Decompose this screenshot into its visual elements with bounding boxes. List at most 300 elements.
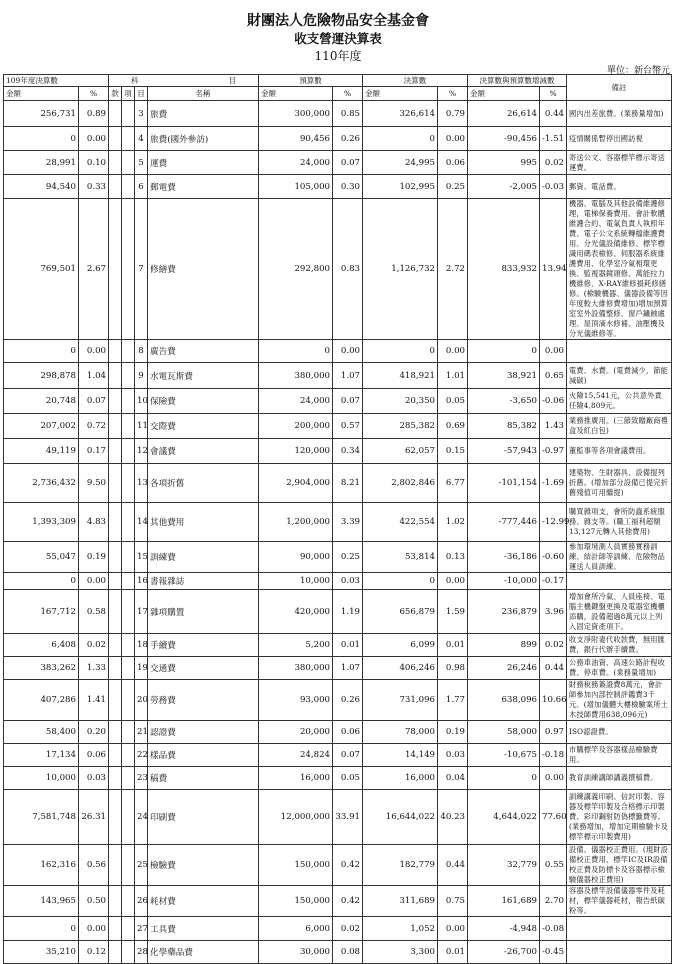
budget-pct: 0.83 <box>333 199 363 340</box>
remark-cell: 寄送公文、容器標竿標示寄送運費。 <box>567 151 672 175</box>
remark-cell <box>567 941 672 964</box>
prev-amount: 58,400 <box>4 721 79 744</box>
budget-pct: 0.42 <box>333 845 363 886</box>
item-number: 11 <box>135 414 148 439</box>
xiang-cell <box>122 917 135 941</box>
item-name: 印刷費 <box>148 790 259 845</box>
budget-pct: 0.06 <box>333 721 363 744</box>
budget-pct: 1.19 <box>333 590 363 634</box>
xiang-cell <box>122 886 135 917</box>
diff-amount: 833,932 <box>468 199 540 340</box>
budget-pct: 0.07 <box>333 389 363 414</box>
prev-amount: 298,878 <box>4 363 79 389</box>
item-number: 13 <box>135 464 148 503</box>
diff-amount: -777,446 <box>468 503 540 542</box>
budget-pct: 0.85 <box>333 101 363 127</box>
budget-amount: 300,000 <box>259 101 333 127</box>
diff-amount: 638,096 <box>468 680 540 721</box>
prev-amount: 35,210 <box>4 941 79 964</box>
prev-amount: 2,736,432 <box>4 464 79 503</box>
actual-amount: 0 <box>363 127 438 151</box>
item-name: 稿費 <box>148 767 259 790</box>
prev-amount: 6,408 <box>4 634 79 657</box>
prev-pct: 0.33 <box>79 175 109 199</box>
budget-amount: 380,000 <box>259 657 333 680</box>
kuan-cell <box>109 657 122 680</box>
budget-amount: 200,000 <box>259 414 333 439</box>
diff-amount: 4,644,022 <box>468 790 540 845</box>
xiang-cell <box>122 127 135 151</box>
item-name: 交際費 <box>148 414 259 439</box>
prev-pct: 1.41 <box>79 680 109 721</box>
prev-pct: 1.33 <box>79 657 109 680</box>
item-name: 其他費用 <box>148 503 259 542</box>
actual-amount: 78,000 <box>363 721 438 744</box>
xiang-cell <box>122 101 135 127</box>
table-row <box>4 542 672 573</box>
kuan-cell <box>109 542 122 573</box>
diff-pct: 0.55 <box>540 845 567 886</box>
xiang-cell <box>122 363 135 389</box>
budget-pct: 0.26 <box>333 680 363 721</box>
actual-amount: 0 <box>363 573 438 590</box>
budget-pct: 0.01 <box>333 634 363 657</box>
budget-pct: 0.07 <box>333 744 363 767</box>
prev-amount: 49,119 <box>4 439 79 464</box>
actual-amount: 1,052 <box>363 917 438 941</box>
item-name: 各項折舊 <box>148 464 259 503</box>
item-name: 認證費 <box>148 721 259 744</box>
budget-amount: 5,200 <box>259 634 333 657</box>
budget-pct: 0.07 <box>333 151 363 175</box>
item-name: 運費 <box>148 151 259 175</box>
actual-pct: 1.01 <box>438 363 468 389</box>
remark-cell: 業務推廣用。(三節致贈廠商禮盒及紅白包) <box>567 414 672 439</box>
table-row <box>4 573 672 590</box>
budget-amount: 93,000 <box>259 680 333 721</box>
remark-cell: 董監事等各項會議費用。 <box>567 439 672 464</box>
table-row <box>4 744 672 767</box>
xiang-cell <box>122 634 135 657</box>
prev-pct: 0.10 <box>79 151 109 175</box>
budget-pct: 0.08 <box>333 941 363 964</box>
kuan-cell <box>109 845 122 886</box>
item-number: 16 <box>135 573 148 590</box>
table-row <box>4 175 672 199</box>
budget-amount: 150,000 <box>259 886 333 917</box>
actual-amount: 20,350 <box>363 389 438 414</box>
xiang-cell <box>122 941 135 964</box>
diff-pct: -0.17 <box>540 573 567 590</box>
table-row <box>4 590 672 634</box>
actual-amount: 182,779 <box>363 845 438 886</box>
actual-amount: 102,995 <box>363 175 438 199</box>
xiang-cell <box>122 657 135 680</box>
item-number: 8 <box>135 340 148 363</box>
diff-pct: 0.44 <box>540 101 567 127</box>
actual-pct: 2.72 <box>438 199 468 340</box>
diff-amount: -101,154 <box>468 464 540 503</box>
table-body <box>4 101 672 964</box>
prev-amount: 0 <box>4 573 79 590</box>
prev-amount: 1,393,309 <box>4 503 79 542</box>
actual-amount: 16,000 <box>363 767 438 790</box>
remark-cell: 訓練講義印刷、信封印製、容器及標竿印製及合格標示印製費、彩印鋼射防偽標籤費等。(業務增加，增加定期檢驗卡及標竿標示印製費用) <box>567 790 672 845</box>
prev-pct: 0.56 <box>79 845 109 886</box>
table-row <box>4 941 672 964</box>
diff-amount: 38,921 <box>468 363 540 389</box>
col-pct: % <box>79 87 109 101</box>
diff-amount: 26,246 <box>468 657 540 680</box>
diff-pct: 0.44 <box>540 657 567 680</box>
prev-pct: 0.07 <box>79 389 109 414</box>
diff-amount: 26,614 <box>468 101 540 127</box>
remark-cell: 電費、水費。(電費減少，節能減碳) <box>567 363 672 389</box>
item-number: 21 <box>135 721 148 744</box>
budget-pct: 0.42 <box>333 886 363 917</box>
table-row <box>4 917 672 941</box>
kuan-cell <box>109 744 122 767</box>
kuan-cell <box>109 389 122 414</box>
table-row <box>4 464 672 503</box>
xiang-cell <box>122 790 135 845</box>
prev-pct: 26.31 <box>79 790 109 845</box>
item-number: 27 <box>135 917 148 941</box>
remark-cell: 郵資、電話費。 <box>567 175 672 199</box>
col-amount: 金額 <box>363 87 438 101</box>
budget-pct: 1.07 <box>333 363 363 389</box>
actual-pct: 1.02 <box>438 503 468 542</box>
remark-cell: 收支淨附妻代收款費，無用匯費，銀行代辦手續費。 <box>567 634 672 657</box>
item-name: 雜項購置 <box>148 590 259 634</box>
actual-pct: 0.69 <box>438 414 468 439</box>
kuan-cell <box>109 790 122 845</box>
budget-amount: 24,000 <box>259 389 333 414</box>
org-title: 財團法人危險物品安全基金會 <box>247 13 429 29</box>
actual-header: 決算數 <box>363 75 468 87</box>
actual-pct: 0.13 <box>438 542 468 573</box>
actual-pct: 0.01 <box>438 634 468 657</box>
item-number: 22 <box>135 744 148 767</box>
remark-cell <box>567 573 672 590</box>
prev-pct: 0.00 <box>79 340 109 363</box>
prev-amount: 94,540 <box>4 175 79 199</box>
xiang-cell <box>122 680 135 721</box>
col-amount: 金額 <box>4 87 79 101</box>
diff-pct: -0.03 <box>540 175 567 199</box>
budget-pct: 33.91 <box>333 790 363 845</box>
table-row <box>4 680 672 721</box>
actual-amount: 1,126,732 <box>363 199 438 340</box>
actual-amount: 285,382 <box>363 414 438 439</box>
budget-amount: 16,000 <box>259 767 333 790</box>
diff-header: 決算數與預算數增減數 <box>468 75 567 87</box>
budget-amount: 90,000 <box>259 542 333 573</box>
actual-amount: 0 <box>363 340 438 363</box>
table-row <box>4 199 672 340</box>
diff-amount: -90,456 <box>468 127 540 151</box>
kuan-cell <box>109 573 122 590</box>
col-pct: % <box>540 87 567 101</box>
table-row <box>4 363 672 389</box>
table-row <box>4 503 672 542</box>
kuan-cell <box>109 439 122 464</box>
item-name: 交通費 <box>148 657 259 680</box>
diff-amount: 995 <box>468 151 540 175</box>
xiang-cell <box>122 340 135 363</box>
budget-amount: 150,000 <box>259 845 333 886</box>
budget-amount: 120,000 <box>259 439 333 464</box>
prev-pct: 2.67 <box>79 199 109 340</box>
prev-year-header: 109年度決算數 <box>4 75 109 87</box>
actual-pct: 0.25 <box>438 175 468 199</box>
actual-amount: 731,096 <box>363 680 438 721</box>
table-row <box>4 101 672 127</box>
xiang-cell <box>122 503 135 542</box>
diff-amount: -10,000 <box>468 573 540 590</box>
diff-pct: 0.00 <box>540 767 567 790</box>
budget-amount: 105,000 <box>259 175 333 199</box>
diff-pct: 2.70 <box>540 886 567 917</box>
prev-amount: 167,712 <box>4 590 79 634</box>
item-name: 水電瓦斯費 <box>148 363 259 389</box>
xiang-cell <box>122 389 135 414</box>
kuan-cell <box>109 941 122 964</box>
diff-amount: 85,382 <box>468 414 540 439</box>
actual-pct: 0.19 <box>438 721 468 744</box>
item-number: 23 <box>135 767 148 790</box>
diff-amount: -4,948 <box>468 917 540 941</box>
diff-pct: -0.08 <box>540 917 567 941</box>
kuan-cell <box>109 101 122 127</box>
actual-amount: 418,921 <box>363 363 438 389</box>
remark-cell: 容器及標竿設備儀器零件及耗材，標竿儀器耗材，報告紙碳粉等。 <box>567 886 672 917</box>
table-row <box>4 389 672 414</box>
prev-amount: 143,965 <box>4 886 79 917</box>
diff-amount: -3,650 <box>468 389 540 414</box>
budget-amount: 24,824 <box>259 744 333 767</box>
remark-cell: 市購標竿及容器樣品檢驗費用。 <box>567 744 672 767</box>
item-name: 訓練費 <box>148 542 259 573</box>
prev-pct: 0.12 <box>79 941 109 964</box>
remark-cell: 財務稅務簽證費8萬元，會計師參加內部控制評鑑費3千元。(增加儀體大樓檢驗案所土木技師費用638,096元) <box>567 680 672 721</box>
actual-pct: 0.44 <box>438 845 468 886</box>
budget-pct: 0.26 <box>333 127 363 151</box>
diff-pct: 3.96 <box>540 590 567 634</box>
item-number: 5 <box>135 151 148 175</box>
kuan-cell <box>109 127 122 151</box>
item-name: 工具費 <box>148 917 259 941</box>
remark-cell: 參加環境測人員實務實務訓練、結計師等訓練、危險物品運送人員訓練。 <box>567 542 672 573</box>
kuan-cell <box>109 199 122 340</box>
prev-amount: 769,501 <box>4 199 79 340</box>
remark-cell: 機器、電腦及其他設備維護修理，電梯保養費用、會計軟體維護合約、電氣負責人執照年費、電子公文系統轉檔維護費用、分光儀設備維修、標竿標識用碼表檢修、伺服器系統維護費用、化學室冷氣相環更換、監視器鏡頭修、萬能拉力機維修、X-RAY維修損耗修繕修。(檢驗機器、儀器設備等因年度較大維修費增加)增加預算室室外設備整修、窗戶鏽蝕處理、屋頂滴水修補、油壓機及分光儀維修等。 <box>567 199 672 340</box>
diff-pct: 13.94 <box>540 199 567 340</box>
item-name: 修繕費 <box>148 199 259 340</box>
actual-pct: 0.79 <box>438 101 468 127</box>
diff-amount: -36,186 <box>468 542 540 573</box>
diff-amount: -10,675 <box>468 744 540 767</box>
item-number: 25 <box>135 845 148 886</box>
actual-pct: 0.01 <box>438 941 468 964</box>
item-number: 26 <box>135 886 148 917</box>
diff-pct: 10.66 <box>540 680 567 721</box>
prev-amount: 10,000 <box>4 767 79 790</box>
remark-cell: 購買雜項支，會所防蟲系統服務、雜支等。(職工福利超額13,127元轉入其他費用) <box>567 503 672 542</box>
actual-pct: 6.77 <box>438 464 468 503</box>
kuan-cell <box>109 917 122 941</box>
actual-amount: 3,300 <box>363 941 438 964</box>
xiang-cell <box>122 439 135 464</box>
col-kuan: 款 <box>109 87 122 101</box>
item-name: 保險費 <box>148 389 259 414</box>
table-row <box>4 886 672 917</box>
remark-cell <box>567 917 672 941</box>
table-row <box>4 845 672 886</box>
xiang-cell <box>122 414 135 439</box>
budget-pct: 0.00 <box>333 340 363 363</box>
item-number: 20 <box>135 680 148 721</box>
item-number: 28 <box>135 941 148 964</box>
prev-amount: 0 <box>4 127 79 151</box>
actual-pct: 0.15 <box>438 439 468 464</box>
diff-amount: 161,689 <box>468 886 540 917</box>
budget-header: 預算數 <box>259 75 363 87</box>
budget-pct: 1.07 <box>333 657 363 680</box>
actual-amount: 2,802,846 <box>363 464 438 503</box>
budget-pct: 3.39 <box>333 503 363 542</box>
actual-amount: 422,554 <box>363 503 438 542</box>
prev-amount: 17,134 <box>4 744 79 767</box>
item-number: 4 <box>135 127 148 151</box>
col-name: 名稱 <box>148 87 259 101</box>
item-number: 3 <box>135 101 148 127</box>
diff-amount: -26,700 <box>468 941 540 964</box>
budget-amount: 292,800 <box>259 199 333 340</box>
table-row <box>4 340 672 363</box>
diff-amount: 32,779 <box>468 845 540 886</box>
budget-amount: 380,000 <box>259 363 333 389</box>
report-subtitle: 收支營運決算表 <box>294 31 382 46</box>
budget-amount: 20,000 <box>259 721 333 744</box>
item-name: 廣告費 <box>148 340 259 363</box>
actual-pct: 0.04 <box>438 767 468 790</box>
prev-amount: 256,731 <box>4 101 79 127</box>
diff-pct: 0.97 <box>540 721 567 744</box>
prev-pct: 0.02 <box>79 634 109 657</box>
item-name: 郵電費 <box>148 175 259 199</box>
kuan-cell <box>109 634 122 657</box>
item-name: 旅費(國外參訪) <box>148 127 259 151</box>
item-name: 樣品費 <box>148 744 259 767</box>
prev-amount: 20,748 <box>4 389 79 414</box>
kuan-cell <box>109 363 122 389</box>
remark-cell <box>567 340 672 363</box>
col-amount: 金額 <box>259 87 333 101</box>
budget-pct: 0.30 <box>333 175 363 199</box>
item-name: 耗材費 <box>148 886 259 917</box>
prev-pct: 1.04 <box>79 363 109 389</box>
budget-amount: 2,904,000 <box>259 464 333 503</box>
kuan-cell <box>109 886 122 917</box>
budget-amount: 1,200,000 <box>259 503 333 542</box>
xiang-cell <box>122 590 135 634</box>
prev-amount: 0 <box>4 917 79 941</box>
xiang-cell <box>122 151 135 175</box>
actual-amount: 656,879 <box>363 590 438 634</box>
currency-unit: 單位：新台幣元 <box>606 66 670 76</box>
actual-amount: 16,644,022 <box>363 790 438 845</box>
budget-amount: 30,000 <box>259 941 333 964</box>
diff-amount: 0 <box>468 340 540 363</box>
item-number: 15 <box>135 542 148 573</box>
diff-pct: 77.60 <box>540 790 567 845</box>
subject-header: 科 目 <box>109 75 259 87</box>
kuan-cell <box>109 590 122 634</box>
item-number: 6 <box>135 175 148 199</box>
kuan-cell <box>109 340 122 363</box>
diff-amount: 899 <box>468 634 540 657</box>
xiang-cell <box>122 464 135 503</box>
item-number: 10 <box>135 389 148 414</box>
kuan-cell <box>109 464 122 503</box>
prev-pct: 0.06 <box>79 744 109 767</box>
prev-amount: 0 <box>4 340 79 363</box>
budget-amount: 420,000 <box>259 590 333 634</box>
prev-pct: 0.17 <box>79 439 109 464</box>
actual-pct: 1.77 <box>438 680 468 721</box>
kuan-cell <box>109 175 122 199</box>
actual-pct: 40.23 <box>438 790 468 845</box>
kuan-cell <box>109 151 122 175</box>
col-amount: 金額 <box>468 87 540 101</box>
prev-pct: 9.50 <box>79 464 109 503</box>
prev-amount: 407,286 <box>4 680 79 721</box>
item-name: 化學藥品費 <box>148 941 259 964</box>
prev-pct: 0.00 <box>79 127 109 151</box>
diff-pct: -0.06 <box>540 389 567 414</box>
table-row <box>4 414 672 439</box>
col-mu: 目 <box>135 87 148 101</box>
table-row <box>4 127 672 151</box>
prev-pct: 0.00 <box>79 917 109 941</box>
actual-pct: 0.98 <box>438 657 468 680</box>
diff-pct: 1.43 <box>540 414 567 439</box>
actual-amount: 14,149 <box>363 744 438 767</box>
item-number: 12 <box>135 439 148 464</box>
remark-cell: ISO認證費。 <box>567 721 672 744</box>
actual-amount: 24,995 <box>363 151 438 175</box>
prev-pct: 0.19 <box>79 542 109 573</box>
diff-amount: 236,879 <box>468 590 540 634</box>
prev-pct: 0.00 <box>79 573 109 590</box>
prev-amount: 207,002 <box>4 414 79 439</box>
diff-amount: 58,000 <box>468 721 540 744</box>
kuan-cell <box>109 721 122 744</box>
prev-pct: 0.58 <box>79 590 109 634</box>
item-name: 勞務費 <box>148 680 259 721</box>
kuan-cell <box>109 767 122 790</box>
diff-pct: 0.00 <box>540 340 567 363</box>
xiang-cell <box>122 767 135 790</box>
budget-pct: 0.34 <box>333 439 363 464</box>
remark-cell: 教育訓練講師講義撰稿費。 <box>567 767 672 790</box>
diff-pct: -0.45 <box>540 941 567 964</box>
item-name: 書報雜誌 <box>148 573 259 590</box>
actual-pct: 1.59 <box>438 590 468 634</box>
xiang-cell <box>122 845 135 886</box>
actual-pct: 0.75 <box>438 886 468 917</box>
